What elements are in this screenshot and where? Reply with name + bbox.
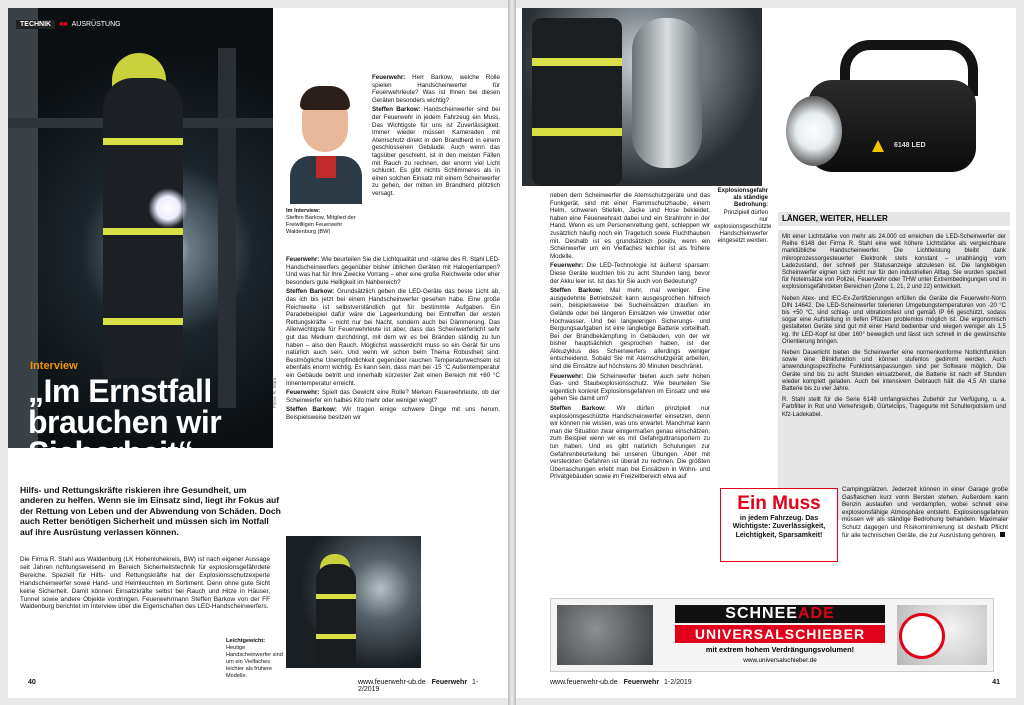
article-intro: Hilfs- und Rettungskräfte riskieren ihre Gesundheit, um anderen zu helfen. Wenn sie im Einsatz sind, liegt ihr Fokus auf der Rettung von Leben und der Abwendung von Schäden. Doch auch Retter benötigen Sicherheit und müssen sich im Notfall auf ihre Ausrüstung verlassen können.	[20, 485, 281, 537]
interview-column-b: Feuerwehr: Wie beurteilen Sie die Lichtqualität und -stärke des R. Stahl LED-Handscheinwerfers gegenüber bisher üblichen Geräten mit Halogenlampen? Und was hat für Ihre Zwecke Vorrang – eher eine große Reichweite oder eher besonders gute Helligkeit im Nahbereich? Steffen Barkow: Grundsätzlich geben die LED-Geräte das beste Licht ab, das ich bis jetzt bei einem Handscheinwerfer gesehen habe. Eine große Reichweite ist selbstverständlich gut für bestimmte Aufgaben. Ein Paradebeispiel dafür wäre die Lageerkundung bei Eintreffen der ersten Rettungskräfte – nicht nur bei Nacht, sondern auch bei Dämmerung. Das Allerwichtigste für Feuerwehrleute ist aber, dass das Scheinwerferlicht sehr gut das Medium durchdringt, mit dem wir es bei Bränden ständig zu tun haben – also den Rauch. Möglichst wasserdicht muss so ein Gerät für uns natürlich auch sein. Und wenn wir schon beim Thema Robustheit sind: Bestmögliche Unempfindlichkeit gegenüber rauchen Temperaturwechseln ist ebenfalls enorm wichtig. Es kann sein, dass man bei -15 °C Außentemperatur ein Gebäude betritt und innerhalb kürzester Zeit einen Bereich mit +80 °C Innentemperatur erreicht. Feuerwehr: Spielt das Gewicht eine Rolle? Merken Feuerwehrleute, ob der Scheinwerfer ein halbes Kilo mehr oder weniger wiegt? Steffen Barkow: Wir tragen einige schwere Dinge mit uns herum. Beispielsweise besitzen wir	[286, 256, 500, 421]
firefighter-darkness-photo	[286, 536, 421, 668]
interview-column-d: Campingplätzen. Jederzeit können in einer Garage große Gasflaschen kurz vorm Bersten stehen. Außerdem kann Benzin auslaufen und verdampfen, wobei schnell eine explosionsfähige Atmosphäre entsteht. Explosionsgefahren müssen wir als ständige Bedrohung behandeln. Maximaler Schutz dagegen und Risikominimierung ist deshalb Pflicht für alle technischen Geräte, die zur Ausrüstung gehören.	[842, 486, 1008, 539]
subsection-label: AUSRÜSTUNG	[71, 20, 121, 28]
ad-url[interactable]: www.universalschieber.de	[743, 657, 817, 664]
footer-mag: Feuerwehr	[431, 679, 468, 686]
interview-column-c: neben dem Scheinwerfer die Atemschutzgeräte und das Funkgerät, sind mit einer Flammschutzhaube, einem Helm, schweren Stiefeln, Jacke und Hose bekleidet, haben eine Feuerwehraxt dabei und ein Strahlrohr in der Hand. Wenn es um Personenrettung geht, schleppen wir zusätzlich häufig noch ein Tragetuch sowie Fluchthauben mit. Deshalb ist es grundsätzlich positiv, wenn ein Scheinwerfer um ein Vielfaches leichter ist als frühere Modelle. Feuerwehr: Die LED-Technologie ist äußerst sparsam: Diese Geräte leuchten bis zu acht Stunden lang, bevor der Akku leer ist. Ist das für Sie auch von Bedeutung? Steffen Barkow: Mal mehr, mal weniger. Eine ausgedehnte Betriebszeit kann ausgesprochen hilfreich sein, beispielsweise bei Sucheinsätzen draußen im Gelände oder bei längeren Einsätzen wie Unwetter oder Hochwasser. Und bei langwierigen Sicherungs- und Bergungsaufgaben ist eine langlebige Batterie vorteilhaft. Bei der Brandbekämpfung in Gebäuden, von der wir bisher hauptsächlich gesprochen haben, ist der Akkuzyklus des Scheinwerfers allerdings weniger entscheidend. Sobald Sie mit Atemschutzgerät arbeiten, sind die Einsätze auf höchstens 30 Minuten beschränkt. Feuerwehr: Die Scheinwerfer bieten auch sehr hohen Gas- und Staubexplosionsschutz. Wie beurteilen Sie eigentlich konkret Explosionsgefahren im Einsatz und wie gehen Sie damit um? Steffen Barkow: Wir dürfen prinzipiell nur explosionsgeschützte Handscheinwerfer einsetzen, denn wir können nie wissen, was uns erwartet. Manchmal kann man die Situation zwar einigermaßen genau einschätzen, zum Beispiel wenn wir es mit Gefahrguttransportern zu tun haben. Und es gibt natürlich Schulungen zur Gefahrenbeurteilung bei unseren Übungen. Aber mit versteckten Gefahren ist überall zu rechnen. Die größten Überraschungen erlebt man bei Einsätzen in Wohn- und Privatgebäuden sowie im Freizeitbereich etwa auf	[550, 192, 710, 481]
photo2-caption: Leichtgewicht: Heutige Handscheinwerfer sind um ein Vielfaches leichter als frühere Modelle.	[226, 638, 283, 679]
portrait-photo	[286, 76, 366, 204]
ad-left-image	[557, 605, 653, 665]
ad-brand: SCHNEEADE	[675, 605, 885, 623]
footer-issue: 1-2/2019	[358, 679, 479, 693]
lamp-lens	[786, 96, 842, 166]
section-header: TECHNIK ■■ AUSRÜSTUNG	[16, 18, 121, 30]
infobox-heading: LÄNGER, WEITER, HELLER	[778, 212, 1010, 226]
body-column-1: Die Firma R. Stahl aus Waldenburg (LK Hohenlohekreis, BW) ist nach eigener Aussage seit Jahren richtungsweisend im Bereich Sicherheitstechnik für explosionsgefährdete Bereiche. Speziell für Hilfs- und Rettungskräfte hat der Explosionsschutzexperte Handscheinwerfer sowie Hand- und Helmleuchten im Sortiment. Denn ohne gute Sicht keine Sicherheit. Damit können Einsatzkräfte selbst bei Rauch und Hitze in Häuser, Tunnel sowie andere Objekte vordringen. Feuerwehrmann Steffen Barkow von der FF Waldenburg berichtet im Interview über die Eigenschaften des LED-Handscheinwerfers.	[20, 556, 270, 611]
infobox-text: Mit einer Lichtstärke von mehr als 24.000 cd erreichen die LED-Scheinwerfer der Reihe 6148 der Firma R. Stahl eine weit höhere Lichtstärke als vergleichbare marktübliche Handscheinwerfer. Die Lichtleistung bleibt dank mikroprozessorgesteuerter Elektronik stets konstant – unabhängig vom Ladezustand, der schnell per Statusanzeige abzulesen ist. Die langlebigen Scheinwerfer eignen sich nicht nur für den industriellen Alltag. Sie wurden speziell für Noteinsätze von Polizei, Feuerwehr oder THW unter Extrembedingungen und in explosionsgefährdeten Bereichen (Zone 1, 21, 2 und 22) entwickelt. Neben Atex- und IEC-Ex-Zertifizierungen erfüllen die Geräte die Feuerwehr-Norm DIN 14642. Die LED-Scheinwerfer tolerieren Umgebungstemperaturen von -20 °C bis +50 °C, sind schlag- und vibrationsfest und gemäß IP 66 geschützt, sodass sogar eine Aufstellung in tiefen Pfützen problemlos möglich ist. Die ergonomisch gestalteten Geräte sind gut mit einer Hand bedienbar und wiegen weniger als 1,5 kg. Ihr LED-Kopf ist über 160° beweglich und lässt sich schnell in die gewünschte Orientierung bringen. Neben Dauerlicht bieten die Scheinwerfer eine normenkonforme Notlichtfunktion sowie eine Blinkfunktion und können stufenlos gedimmt werden. Auch anwendungsspezifische Funktionsanpassungen sind per Software möglich. Die Geräte sind bis zu acht Stunden einsatzbereit, die Batterie ist nach elf Stunden wieder komplett geladen. Auch bei intensivem Gebrauch hält die 4,5 Ah starke Batterie bis zu vier Jahre. R. Stahl stellt für die Serie 6148 umfangreiches Zubehör zur Verfügung, u. a. Farbfilter in Rot und Verkehrsgelb, Gürtelclips, Tragegurte mit Schulterpolstern und Kfz-Ladekabel.	[778, 230, 1010, 520]
article-headline: „Im Ernstfall brauchen wir Sicherheit“	[28, 373, 222, 471]
portrait-caption: Im Interview: Steffen Barkow, Mitglied der Freiwilligen Feuerwehr Waldenburg (BW)	[286, 208, 356, 235]
page-number: 41	[992, 679, 1000, 686]
photo-credit: Fotos: R. Stahl	[272, 378, 277, 408]
section-label: TECHNIK	[16, 20, 55, 29]
interview-column-a: Feuerwehr: Herr Barkow, welche Rolle spielen Handscheinwerfer für Feuerwehrleute? Was ist Ihnen bei diesen Geräten besonders wichtig? Steffen Barkow: Handscheinwerfer sind bei der Feuerwehr in jedem Fahrzeug ein Muss. Das Wichtigste für uns ist Zuverlässigkeit. Immer wieder müssen Kameraden mit Atemschutz direkt in den Brandherd in einem geschlossenen Gebäude. Auch wenn das tagsüber geschieht, ist in den meisten Fällen mit Rauch zu rechnen, der enorm viel Licht schluckt. Es gibt nichts Schlimmeres als in einen solchen Einsatz mit einem Scheinwerfer zu gehen, der mitten im Brandherd plötzlich versagt.	[372, 74, 500, 197]
footer-issue: 1-2/2019	[664, 679, 692, 686]
end-mark	[1000, 532, 1005, 537]
article-tag: Interview	[30, 360, 78, 372]
page-number: 40	[28, 679, 36, 686]
firefighter-tank-photo	[522, 8, 762, 186]
lamp-model-label: 6148 LED	[894, 142, 926, 149]
left-page	[8, 8, 508, 698]
footer-url: www.feuerwehr-ub.de	[550, 679, 618, 686]
ad-tagline: mit extrem hohem Verdrängungsvolumen!	[705, 645, 855, 654]
pull-quote-box: Ein Muss in jedem Fahrzeug. Das Wichtigste: Zuverlässigkeit, Leichtigkeit, Sparsamkeit!	[720, 488, 838, 562]
led-floodlight-product-photo	[774, 10, 1016, 210]
ad-product: UNIVERSALSCHIEBER	[675, 625, 885, 643]
advertisement[interactable]	[550, 598, 994, 672]
footer-mag: Feuerwehr	[623, 679, 660, 686]
right-footer	[550, 679, 1000, 686]
gutter	[508, 0, 516, 705]
ad-seal-icon	[899, 613, 945, 659]
left-footer	[28, 679, 498, 693]
lamp-glow	[148, 188, 188, 228]
sidenote: Explosionsgefahr als ständige Bedrohung: Prinzipiell dürfen nur explosionsgeschützte Handscheinwerfer eingesetzt werden.	[714, 188, 772, 245]
pull-quote-title: Ein Muss	[737, 493, 821, 514]
footer-url: www.feuerwehr-ub.de	[358, 679, 426, 686]
right-page	[516, 8, 1016, 698]
